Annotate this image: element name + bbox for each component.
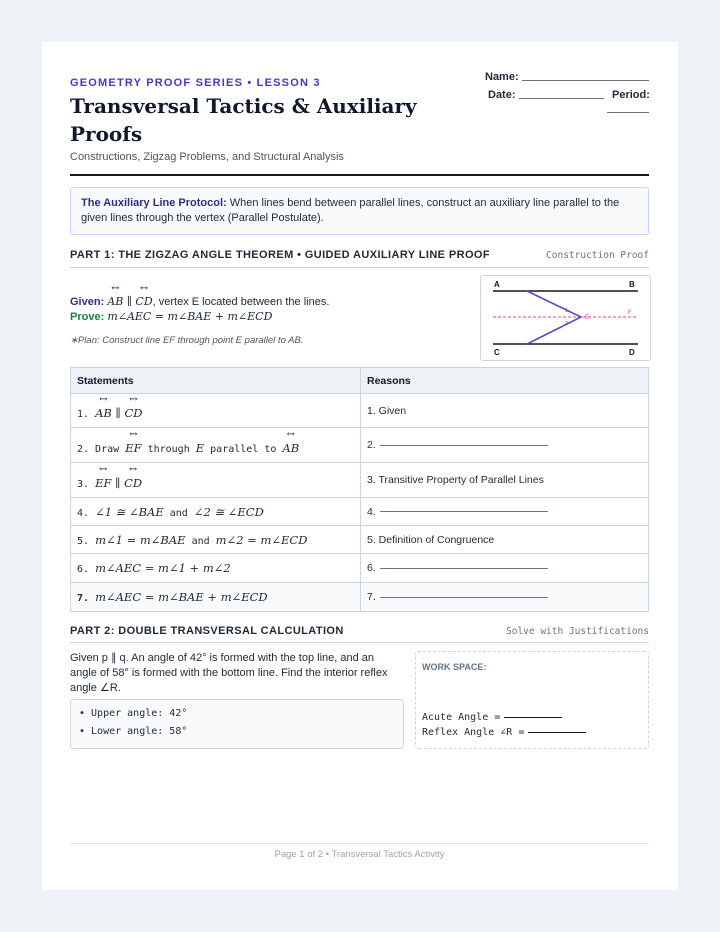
reason-7-blank[interactable]: [380, 597, 548, 598]
reason-6: 6.: [361, 554, 649, 583]
footer-divider: [70, 843, 649, 844]
part2-heading: PART 2: DOUBLE TRANSVERSAL CALCULATION: [70, 625, 344, 637]
label-f: F: [628, 310, 632, 316]
part2-tag: Solve with Justifications: [506, 626, 649, 637]
table-row: [71, 498, 649, 526]
col-reasons: Reasons: [361, 368, 649, 394]
given-line: Given: ↔ AB ∥ ↔ CD, vertex E located between the lines.: [70, 290, 329, 309]
angle-list: [70, 699, 404, 749]
name-label: Name:: [485, 71, 519, 83]
name-field[interactable]: [522, 80, 649, 81]
prove-label: Prove:: [70, 311, 105, 323]
header-rule: [70, 174, 649, 176]
page-footer: Page 1 of 2 • Transversal Tactics Activity: [274, 849, 445, 860]
page-subtitle: Constructions, Zigzag Problems, and Structural Analysis: [70, 151, 344, 163]
label-b: B: [629, 280, 635, 289]
statement-1: 1. ↔ AB ∥ ↔ CD: [71, 394, 361, 428]
label-c: C: [494, 348, 500, 357]
series-label: GEOMETRY PROOF SERIES • LESSON 3: [70, 77, 321, 89]
label-a: A: [494, 280, 500, 289]
zigzag-diagram: [481, 276, 650, 360]
page-title: Transversal Tactics & Auxiliary Proofs: [70, 94, 417, 146]
date-label: Date:: [488, 89, 516, 101]
angle-1-label: 1: [565, 308, 568, 314]
work-space[interactable]: [415, 651, 649, 749]
date-field[interactable]: [519, 98, 604, 99]
part2-problem: Given p ∥ q. An angle of 42° is formed with the top line, and an angle of 58° is formed with the bottom line. Find the interior reflex angle ∠R.: [70, 652, 388, 694]
statement-4: 4. ∠1 ≅ ∠BAE and ∠2 ≅ ∠ECD: [71, 498, 361, 526]
reason-3: 3. Transitive Property of Parallel Lines: [361, 463, 649, 498]
period-label: Period:: [612, 89, 650, 101]
proof-table: [70, 367, 649, 612]
statement-3: 3. ↔ EF ∥ ↔ CD: [71, 463, 361, 498]
protocol-callout: [70, 187, 649, 235]
prove-line: [70, 310, 272, 324]
table-row: [71, 583, 649, 612]
worksheet-page: [42, 42, 678, 890]
acute-angle-answer: Acute Angle =: [422, 712, 562, 723]
part1-heading: PART 1: THE ZIGZAG ANGLE THEOREM • GUIDED AUXILIARY LINE PROOF: [70, 249, 490, 261]
reflex-angle-blank[interactable]: [528, 732, 586, 733]
reflex-angle-answer: Reflex Angle ∠R =: [422, 727, 586, 738]
reason-1: 1. Given: [361, 394, 649, 428]
table-row: [71, 428, 649, 463]
reason-5: 5. Definition of Congruence: [361, 526, 649, 554]
statement-5: 5. m∠1 = m∠BAE and m∠2 = m∠ECD: [71, 526, 361, 554]
prove-expression: m∠AEC = m∠BAE + m∠ECD: [107, 310, 273, 323]
label-d: D: [629, 348, 635, 357]
callout-lead: The Auxiliary Line Protocol:: [81, 197, 227, 209]
acute-angle-blank[interactable]: [504, 717, 562, 718]
plan-note: ∗Plan: Construct line EF through point E parallel to AB.: [70, 335, 304, 346]
part1-tag: Construction Proof: [546, 250, 649, 261]
statement-7: 7. m∠AEC = m∠BAE + m∠ECD: [71, 583, 361, 612]
reason-7: 7.: [361, 583, 649, 612]
table-row: [71, 394, 649, 428]
reason-6-blank[interactable]: [380, 568, 548, 569]
work-space-label: WORK SPACE:: [422, 662, 487, 672]
statement-2: 2. Draw ↔ EF through E parallel to ↔ AB: [71, 428, 361, 463]
period-field[interactable]: [607, 112, 649, 113]
angle-2-label: 2: [565, 321, 568, 327]
zigzag-figure: [480, 275, 651, 361]
table-row: [71, 554, 649, 583]
table-row: [71, 526, 649, 554]
part2-divider: [70, 642, 649, 643]
table-row: [71, 463, 649, 498]
reason-4-blank[interactable]: [380, 511, 548, 512]
lower-angle-item: • Lower angle: 58°: [79, 726, 188, 737]
callout-text: When lines bend between parallel lines, construct an auxiliary line parallel to the given lines through the vertex (Parallel Postulate).: [81, 197, 620, 224]
reason-2: 2.: [361, 428, 649, 463]
upper-angle-item: • Upper angle: 42°: [79, 708, 188, 719]
col-statements: Statements: [71, 368, 361, 394]
reason-4: 4.: [361, 498, 649, 526]
statement-6: 6. m∠AEC = m∠1 + m∠2: [71, 554, 361, 583]
label-e: E: [585, 315, 590, 321]
part1-divider: [70, 267, 649, 268]
given-label: Given:: [70, 296, 105, 308]
reason-2-blank[interactable]: [380, 445, 548, 446]
given-text: , vertex E located between the lines.: [152, 296, 330, 308]
